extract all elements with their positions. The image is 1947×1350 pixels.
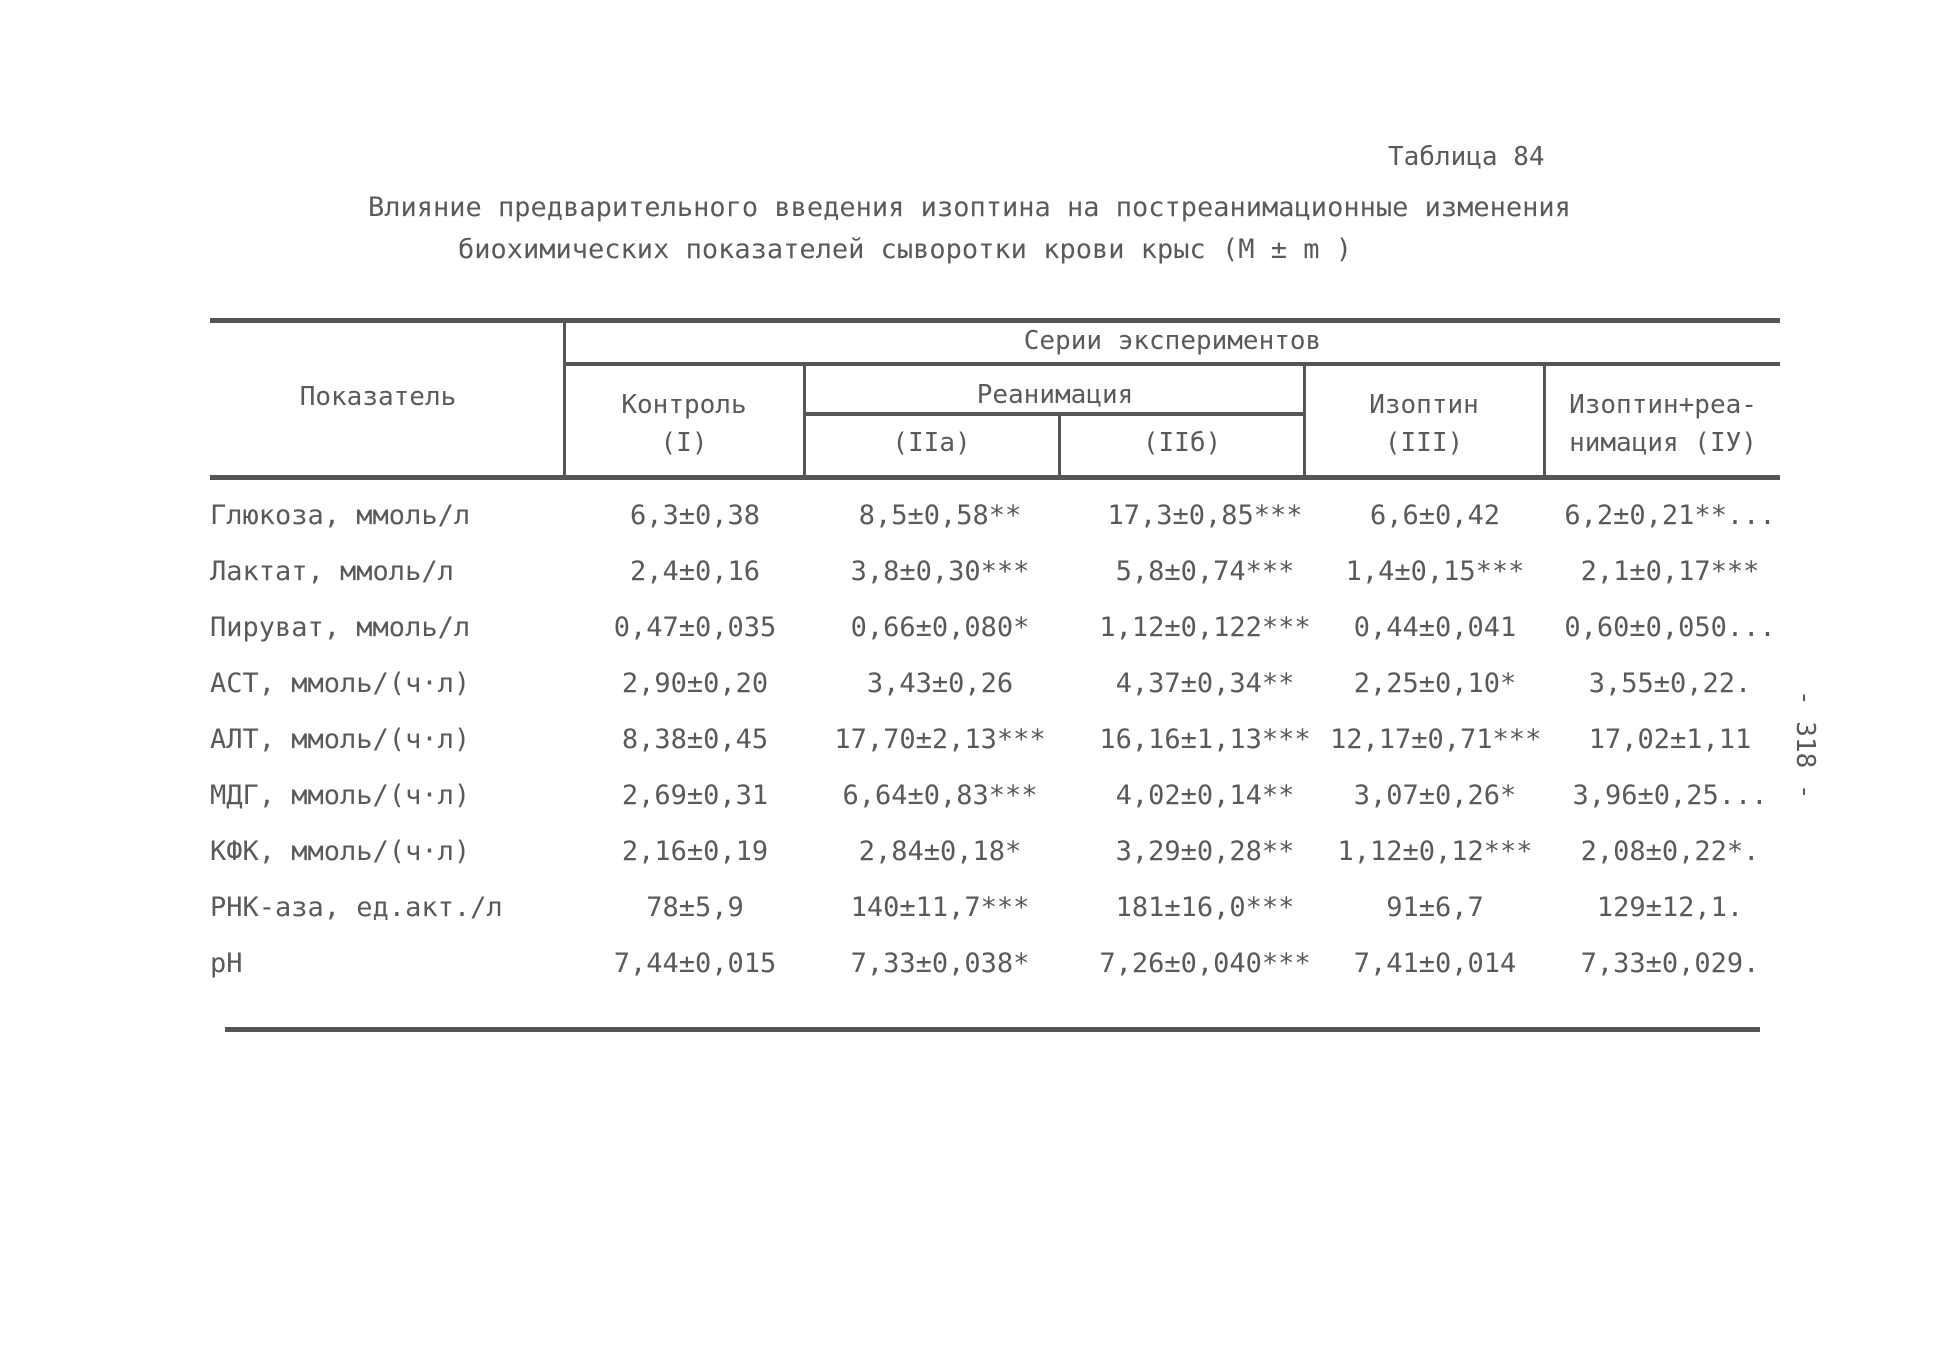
page-number: - 318 - bbox=[1790, 690, 1820, 800]
cell-isoptin: 12,17±0,71*** bbox=[1330, 724, 1542, 755]
cell-reanimation-b: 1,12±0,122*** bbox=[1099, 612, 1311, 643]
cell-reanimation-a: 0,66±0,080* bbox=[850, 612, 1030, 643]
table-row bbox=[210, 892, 1810, 940]
header-isoptin-reanimation-2: нимация (IУ) bbox=[1569, 428, 1757, 458]
cell-isoptin: 6,6±0,42 bbox=[1369, 500, 1501, 531]
header-isoptin: Изоптин bbox=[1369, 390, 1479, 420]
cell-control: 6,3±0,38 bbox=[629, 500, 761, 531]
cell-reanimation-a: 140±11,7*** bbox=[850, 892, 1030, 923]
header-reanimation-a: (IIа) bbox=[892, 428, 971, 458]
isoptin-column-divider bbox=[1543, 364, 1546, 478]
cell-isoptin-reanimation: 7,33±0,029. bbox=[1580, 948, 1760, 979]
reanimation-rule bbox=[805, 412, 1305, 416]
header-control-code: (I) bbox=[660, 428, 708, 458]
cell-control: 7,44±0,015 bbox=[613, 948, 777, 979]
row-indicator: рН bbox=[210, 948, 243, 979]
table-bottom-rule bbox=[225, 1027, 1760, 1032]
row-indicator: Пируват, ммоль/л bbox=[210, 612, 471, 643]
cell-control: 8,38±0,45 bbox=[621, 724, 769, 755]
table-row bbox=[210, 556, 1810, 604]
row-indicator: КФК, ммоль/(ч·л) bbox=[210, 836, 471, 867]
cell-reanimation-b: 17,3±0,85*** bbox=[1107, 500, 1303, 531]
cell-control: 78±5,9 bbox=[646, 892, 744, 923]
cell-control: 2,4±0,16 bbox=[629, 556, 761, 587]
table-row bbox=[210, 836, 1810, 884]
row-indicator: РНК-аза, ед.акт./л bbox=[210, 892, 503, 923]
cell-reanimation-a: 6,64±0,83*** bbox=[842, 780, 1038, 811]
cell-control: 2,90±0,20 bbox=[621, 668, 769, 699]
cell-isoptin: 1,4±0,15*** bbox=[1345, 556, 1525, 587]
header-series: Серии экспериментов bbox=[1023, 326, 1322, 356]
cell-isoptin: 1,12±0,12*** bbox=[1337, 836, 1533, 867]
table-row bbox=[210, 612, 1810, 660]
cell-control: 2,69±0,31 bbox=[621, 780, 769, 811]
table-row bbox=[210, 948, 1810, 996]
cell-reanimation-b: 4,02±0,14** bbox=[1115, 780, 1295, 811]
table-row bbox=[210, 724, 1810, 772]
row-indicator: АЛТ, ммоль/(ч·л) bbox=[210, 724, 471, 755]
cell-reanimation-b: 5,8±0,74*** bbox=[1115, 556, 1295, 587]
cell-isoptin: 91±6,7 bbox=[1386, 892, 1484, 923]
table-row bbox=[210, 500, 1810, 548]
cell-reanimation-b: 181±16,0*** bbox=[1115, 892, 1295, 923]
cell-reanimation-a: 8,5±0,58** bbox=[858, 500, 1022, 531]
row-indicator: Глюкоза, ммоль/л bbox=[210, 500, 471, 531]
cell-reanimation-b: 4,37±0,34** bbox=[1115, 668, 1295, 699]
cell-control: 0,47±0,035 bbox=[613, 612, 777, 643]
series-rule bbox=[565, 362, 1780, 366]
cell-reanimation-a: 17,70±2,13*** bbox=[834, 724, 1046, 755]
cell-isoptin-reanimation: 3,96±0,25... bbox=[1572, 780, 1768, 811]
table-title-line-2: биохимических показателей сыворотки крови крыс (M ± m ) bbox=[458, 234, 1353, 265]
cell-reanimation-a: 7,33±0,038* bbox=[850, 948, 1030, 979]
table-row bbox=[210, 780, 1810, 828]
header-isoptin-code: (III) bbox=[1384, 428, 1464, 458]
cell-reanimation-a: 3,43±0,26 bbox=[866, 668, 1014, 699]
row-indicator: Лактат, ммоль/л bbox=[210, 556, 454, 587]
cell-reanimation-b: 7,26±0,040*** bbox=[1099, 948, 1311, 979]
row-indicator: МДГ, ммоль/(ч·л) bbox=[210, 780, 471, 811]
cell-control: 2,16±0,19 bbox=[621, 836, 769, 867]
top-rule bbox=[210, 318, 1780, 323]
cell-isoptin-reanimation: 129±12,1. bbox=[1596, 892, 1744, 923]
cell-isoptin-reanimation: 2,08±0,22*. bbox=[1580, 836, 1760, 867]
table-title-line-1: Влияние предварительного введения изоптина на постреанимационные изменения bbox=[368, 192, 1571, 223]
header-isoptin-reanimation: Изоптин+реа- bbox=[1569, 390, 1757, 420]
table-number: Таблица 84 bbox=[1388, 142, 1545, 172]
cell-isoptin-reanimation: 0,60±0,050... bbox=[1564, 612, 1776, 643]
table-row bbox=[210, 668, 1810, 716]
cell-isoptin: 3,07±0,26* bbox=[1353, 780, 1517, 811]
cell-isoptin-reanimation: 3,55±0,22. bbox=[1588, 668, 1752, 699]
cell-reanimation-a: 3,8±0,30*** bbox=[850, 556, 1030, 587]
cell-isoptin-reanimation: 6,2±0,21**... bbox=[1564, 500, 1776, 531]
header-reanimation-b: (IIб) bbox=[1142, 428, 1222, 458]
cell-isoptin-reanimation: 17,02±1,11 bbox=[1588, 724, 1752, 755]
header-indicator: Показатель bbox=[299, 382, 457, 412]
cell-isoptin-reanimation: 2,1±0,17*** bbox=[1580, 556, 1760, 587]
row-indicator: АСТ, ммоль/(ч·л) bbox=[210, 668, 471, 699]
cell-isoptin: 0,44±0,041 bbox=[1353, 612, 1517, 643]
cell-reanimation-a: 2,84±0,18* bbox=[858, 836, 1022, 867]
header-control: Контроль bbox=[621, 390, 747, 420]
cell-isoptin: 7,41±0,014 bbox=[1353, 948, 1517, 979]
cell-reanimation-b: 16,16±1,13*** bbox=[1099, 724, 1311, 755]
cell-reanimation-b: 3,29±0,28** bbox=[1115, 836, 1295, 867]
cell-isoptin: 2,25±0,10* bbox=[1353, 668, 1517, 699]
header-reanimation: Реанимация bbox=[976, 380, 1134, 410]
